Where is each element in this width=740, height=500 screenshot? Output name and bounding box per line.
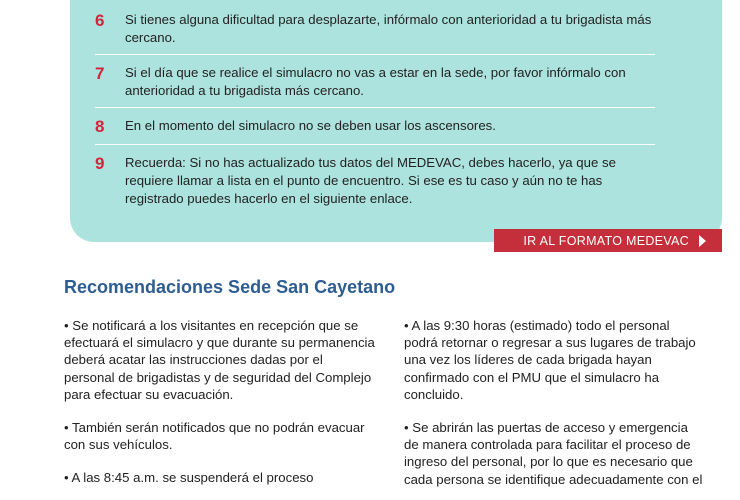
recommendation-paragraph: • También serán notificados que no podrán evacuar con sus vehículos. [64,420,365,453]
step-text: Si tienes alguna dificultad para desplazarte, infórmalo con anterioridad a tu brigadista más cercano. [125,12,652,45]
step-item [95,11,655,55]
section-title: Recomendaciones Sede San Cayetano [64,277,396,297]
step-item [95,154,655,215]
step-text: En el momento del simulacro no se deben usar los ascensores. [125,118,496,133]
step-number: 8 [95,117,105,136]
recommendation-paragraph: • Se abrirán las puertas de acceso y emergencia de manera controlada para facilitar el proceso de ingreso del personal, por lo que es necesario que cada persona se identifique adecuadamente con el [404,420,703,487]
medevac-form-button-label: IR AL FORMATO MEDEVAC [523,233,689,248]
left-column [64,317,376,500]
recommendation-paragraph: • A las 8:45 a.m. se suspenderá el proceso [64,470,314,486]
step-number: 9 [95,154,105,173]
recommendation-paragraph: • Se notificará a los visitantes en recepción que se efectuará el simulacro y que durante su permanencia deberá acatar las instrucciones dadas por el personal de brigadistas y de seguridad del Complejo para efectuar su evacuación. [64,318,375,402]
step-text: Si el día que se realice el simulacro no vas a estar en la sede, por favor infórmalo con anterioridad a tu brigadista más cercano. [125,65,626,98]
steps-list [95,11,655,224]
step-number: 7 [95,64,105,83]
step-item [95,64,655,108]
step-text: Recuerda: Si no has actualizado tus datos del MEDEVAC, debes hacerlo, ya que se requiere llamar a lista en el punto de encuentro. Si ese es tu caso y aún no te has registrado puedes hacerlo en el siguiente enlace. [125,155,616,206]
step-item [95,117,655,145]
medevac-form-button[interactable] [494,229,722,252]
recommendation-paragraph: • A las 9:30 horas (estimado) todo el personal podrá retornar o regresar a sus lugares de trabajo una vez los líderes de cada brigada hayan confirmado con el PMU que el simulacro ha concluido. [404,318,696,402]
right-column [404,317,704,500]
arrow-right-icon [699,235,706,247]
step-number: 6 [95,11,105,30]
